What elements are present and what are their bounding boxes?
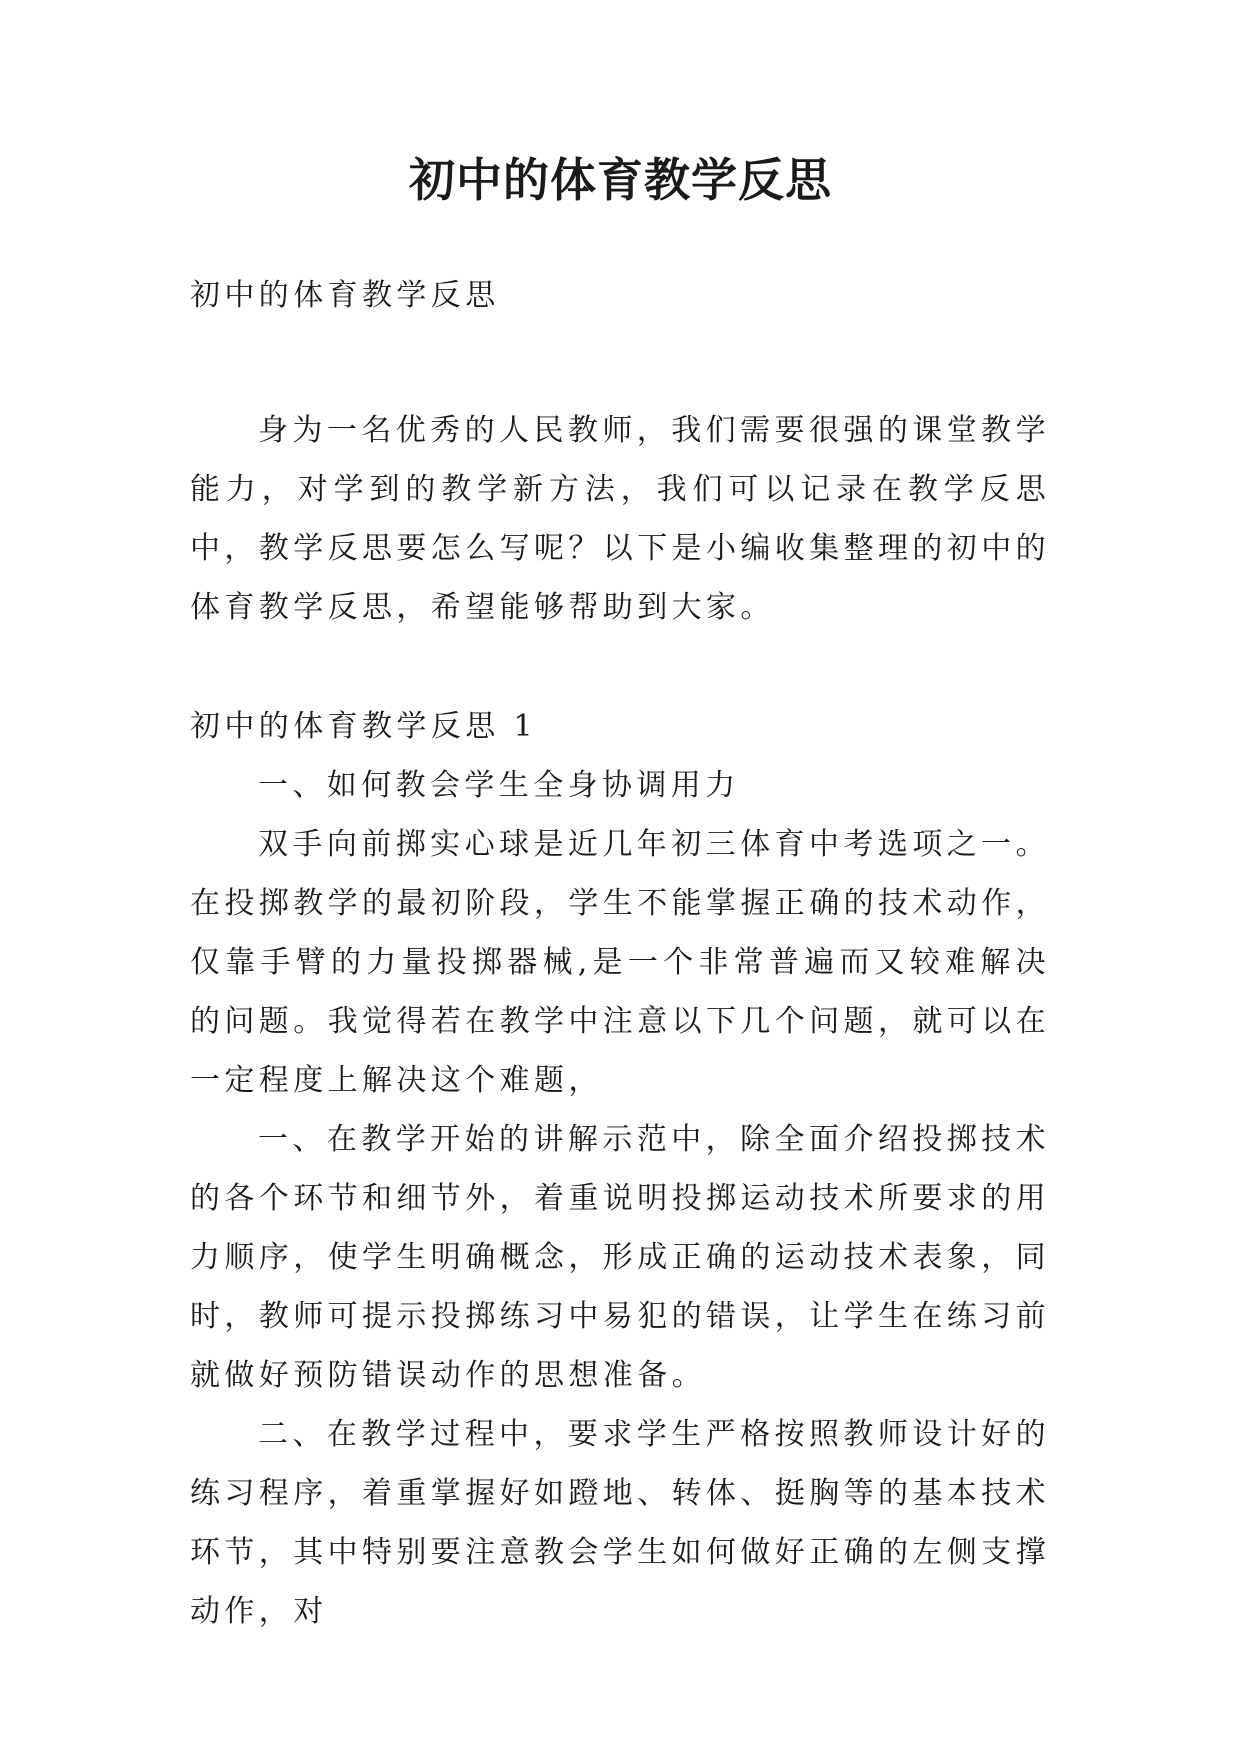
body-paragraph: 双手向前掷实心球是近几年初三体育中考选项之一。在投掷教学的最初阶段，学生不能掌握正确的技术动作，仅靠手臂的力量投掷器械,是一个非常普遍而又较难解决的问题。我觉得若在教学中注意以下几个问题，就可以在一定程度上解决这个难题，: [190, 827, 1050, 1098]
body-paragraph: 一、在教学开始的讲解示范中，除全面介绍投掷技术的各个环节和细节外，着重说明投掷运动技术所要求的用力顺序，使学生明确概念，形成正确的运动技术表象，同时，教师可提示投掷练习中易犯的错误，让学生在练习前就做好预防错误动作的思想准备。: [190, 1122, 1050, 1393]
section-heading: 初中的体育教学反思 1: [190, 709, 538, 744]
document-title: 初中的体育教学反思: [409, 153, 832, 207]
intro-paragraph: 身为一名优秀的人民教师，我们需要很强的课堂教学能力，对学到的教学新方法，我们可以记录在教学反思中，教学反思要怎么写呢？以下是小编收集整理的初中的体育教学反思，希望能够帮助到大家。: [190, 413, 1050, 625]
point-heading: 一、如何教会学生全身协调用力: [258, 768, 740, 803]
body-paragraph: 二、在教学过程中，要求学生严格按照教师设计好的练习程序，着重掌握好如蹬地、转体、挺胸等的基本技术环节，其中特别要注意教会学生如何做好正确的左侧支撑动作，对: [190, 1417, 1050, 1629]
document-subtitle: 初中的体育教学反思: [190, 278, 500, 313]
